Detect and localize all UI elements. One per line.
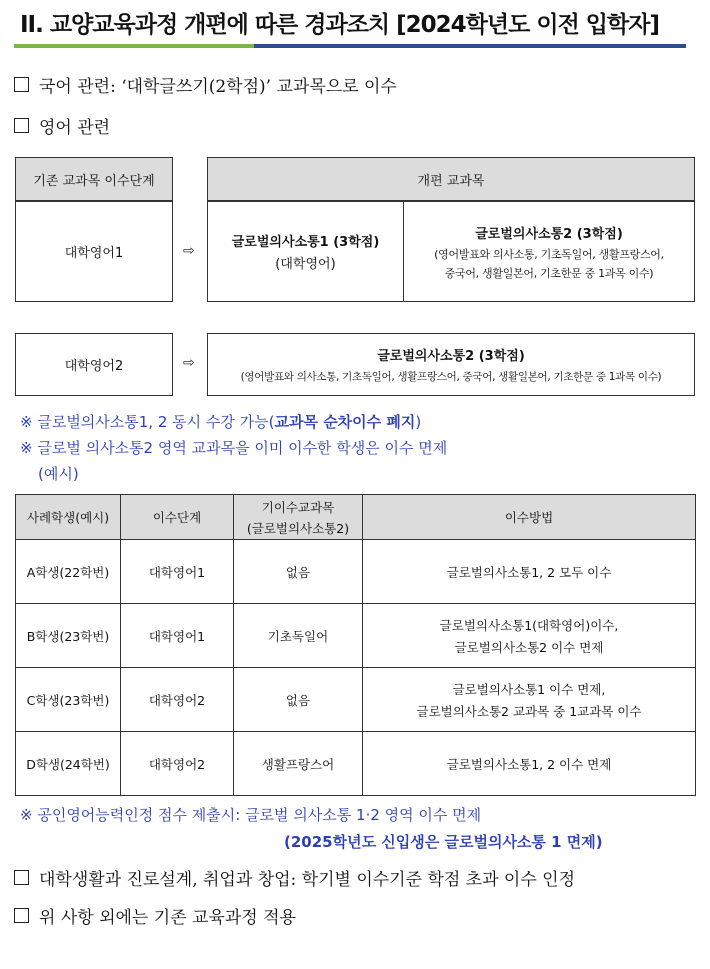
- note-example: (예시): [38, 465, 79, 483]
- cell-method: [363, 732, 696, 796]
- table-row: [16, 604, 696, 668]
- col-taken-line2: (글로벌의사소통2): [246, 520, 350, 536]
- checkbox-icon[interactable]: [14, 118, 29, 133]
- item-text: 위 사항 외에는 기존 교육과정 적용: [39, 908, 296, 928]
- item-text: 대학생활과 진로설계, 취업과 창업: 학기별 이수기준 학점 초과 이수 인정: [39, 870, 576, 890]
- item-text: 영어 관련: [39, 118, 111, 138]
- old-course-header: 기존 교과목 이수단계: [15, 157, 173, 201]
- cell-stage: 대학영어2: [121, 668, 234, 732]
- checklist-item-english: [14, 113, 110, 138]
- method-line1: 글로벌의사소통1, 2 이수 면제: [446, 756, 612, 772]
- cell-taken: 없음: [234, 540, 363, 604]
- right-arrow-icon: ⇨: [183, 355, 195, 371]
- new-course-global2-row2: [207, 333, 695, 396]
- course-subtitle: (대학영어): [275, 257, 336, 272]
- new-course-global2: [403, 201, 695, 302]
- item-text: 국어 관련: ‘대학글쓰기(2학점)’ 교과목으로 이수: [39, 77, 397, 97]
- col-method: 이수방법: [363, 495, 696, 540]
- checklist-item-korean: [14, 72, 397, 97]
- right-arrow-icon: ⇨: [183, 243, 195, 259]
- note-bold: 교과목 순차이수 폐지: [274, 413, 416, 431]
- cases-table: [15, 494, 696, 796]
- col-student: 사례학생(예시): [16, 495, 121, 540]
- method-line1: 글로벌의사소통1(대학영어)이수,: [439, 617, 619, 633]
- page-title: II. 교양교육과정 개편에 따른 경과조치 [2024학년도 이전 입학자]: [20, 12, 659, 38]
- course-desc-line2: 중국어, 생활일본어, 기초한문 중 1과목 이수): [444, 266, 654, 280]
- old-course-english2: 대학영어2: [15, 333, 173, 396]
- cell-method: [363, 668, 696, 732]
- old-course-english1: 대학영어1: [15, 201, 173, 302]
- table-header-row: [16, 495, 696, 540]
- checkbox-icon[interactable]: [14, 77, 29, 92]
- title-underline-green: [14, 44, 254, 48]
- method-line2: 글로벌의사소통2 교과목 중 1교과목 이수: [416, 703, 642, 719]
- table-row: [16, 540, 696, 604]
- cell-stage: 대학영어1: [121, 540, 234, 604]
- new-course-header: 개편 교과목: [207, 157, 695, 201]
- note-exemption: ※ 글로벌 의사소통2 영역 교과목을 이미 이수한 학생은 이수 면제: [20, 439, 448, 457]
- course-title: 글로벌의사소통2 (3학점): [475, 226, 623, 242]
- new-course-global1: [207, 201, 404, 302]
- note-text: ): [415, 413, 422, 431]
- method-line1: 글로벌의사소통1 이수 면제,: [452, 681, 606, 697]
- checkbox-icon[interactable]: [14, 870, 29, 885]
- cell-stage: 대학영어1: [121, 604, 234, 668]
- cell-taken: 기초독일어: [234, 604, 363, 668]
- note-text: ※ 글로벌의사소통1, 2 동시 수강 가능(: [20, 413, 275, 431]
- method-line1: 글로벌의사소통1, 2 모두 이수: [446, 564, 612, 580]
- cell-stage: 대학영어2: [121, 732, 234, 796]
- col-taken-line1: 기이수교과목: [261, 499, 335, 515]
- col-stage: 이수단계: [121, 495, 234, 540]
- table-row: [16, 668, 696, 732]
- title-underline-blue: [254, 44, 686, 48]
- method-line2: 글로벌의사소통2 이수 면제: [454, 639, 604, 655]
- course-desc-line1: (영어발표와 의사소통, 기초독일어, 생활프랑스어,: [434, 247, 664, 261]
- cell-taken: 없음: [234, 668, 363, 732]
- cell-taken: 생활프랑스어: [234, 732, 363, 796]
- course-title: 글로벌의사소통1 (3학점): [231, 235, 380, 250]
- cell-student: C학생(23학번): [16, 668, 121, 732]
- cell-student: B학생(23학번): [16, 604, 121, 668]
- note-concurrent: [20, 411, 421, 432]
- note-toeic-exemption: ※ 공인영어능력인정 점수 제출시: 글로벌 의사소통 1·2 영역 이수 면제: [20, 806, 482, 824]
- col-taken: [234, 495, 363, 540]
- course-title: 글로벌의사소통2 (3학점): [377, 349, 525, 364]
- note-2025-freshmen: (2025학년도 신입생은 글로벌의사소통 1 면제): [284, 833, 603, 851]
- cell-method: [363, 540, 696, 604]
- checklist-item-others: [14, 903, 296, 928]
- cell-student: D학생(24학번): [16, 732, 121, 796]
- checkbox-icon[interactable]: [14, 908, 29, 923]
- table-row: [16, 732, 696, 796]
- cell-student: A학생(22학번): [16, 540, 121, 604]
- course-desc: (영어발표와 의사소통, 기초독일어, 생활프랑스어, 중국어, 생활일본어, 기초한문 중 1과목 이수): [240, 371, 662, 383]
- checklist-item-career: [14, 865, 575, 890]
- cell-method: [363, 604, 696, 668]
